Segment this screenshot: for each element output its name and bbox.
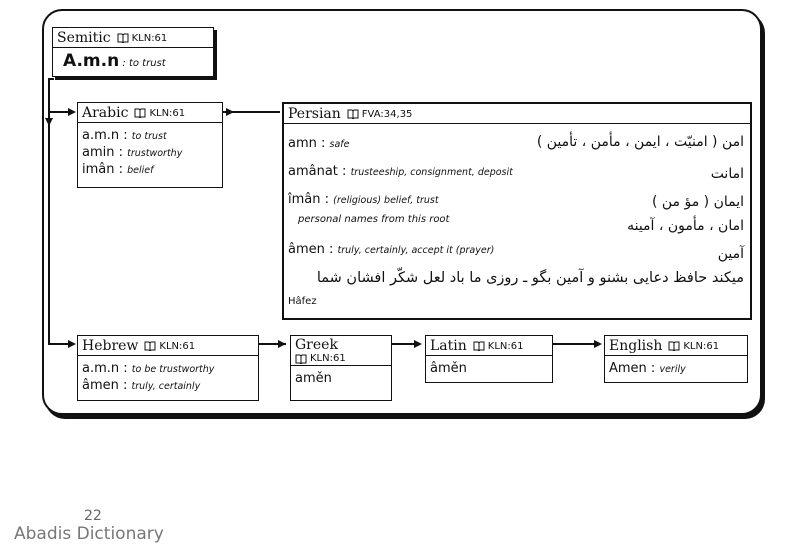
book-icon [295,354,307,364]
english-lang: English [609,338,663,354]
arabic-box [77,102,223,188]
persian-row: âmen : truly, certainly, accept it (prayer) [288,242,495,257]
persian-source: FVA:34,35 [347,109,413,120]
semitic-source: KLN:61 [117,33,168,44]
persian-note: personal names from this root [298,214,450,225]
connector-semitic-down [48,78,54,80]
semitic-box: Semitic KLN:61 A.m.n : to trust [52,27,214,77]
arrow-right-icon [68,340,76,348]
semitic-lang: Semitic [57,30,111,46]
book-icon [117,33,129,43]
latin-box [425,335,553,383]
persian-script: آمين [717,246,744,262]
connector-to-arabic [48,111,68,113]
book-icon [134,108,146,118]
arabic-row: a.m.n : to trust [82,128,167,143]
book-icon [473,341,485,351]
book-icon [347,109,359,119]
greek-lang: Greek [295,337,338,353]
english-row: Amen : verily [609,361,686,376]
arrow-right-icon [594,340,602,348]
persian-verse: ميكند حافظ دعايى بشنو و آمين بگو ـ روزى ما باد لعل شكّر افشان شما [316,270,744,286]
persian-script: امانت [710,166,744,182]
persian-row: amânat : trusteeship, consignment, deposit [288,164,513,179]
hebrew-lang: Hebrew [82,338,139,354]
greek-word: aměn [295,371,332,386]
book-icon [144,341,156,351]
arabic-row: imân : belief [82,162,154,177]
latin-lang: Latin [430,338,467,354]
persian-row: amn : safe [288,136,350,151]
hebrew-row: âmen : truly, certainly [82,378,201,393]
page-number: 22 [84,508,102,524]
persian-lang: Persian [288,106,341,122]
hebrew-box [77,335,259,401]
persian-script: امن ( امنيّت ، ايمن ، مأمن ، تأمين ) [536,134,744,150]
arabic-row: amin : trustworthy [82,145,183,160]
arrow-right-icon [226,108,234,116]
persian-row: îmân : (religious) belief, trust [288,192,439,207]
english-box [604,335,748,383]
persian-box [282,102,752,320]
greek-source: KLN:61 [295,353,387,364]
arabic-lang: Arabic [82,105,129,121]
brand-label: Abadis Dictionary [14,524,164,544]
arrow-down-icon [45,118,53,126]
arrow-right-icon [414,340,422,348]
book-icon [668,341,680,351]
hebrew-row: a.m.n : to be trustworthy [82,361,215,376]
english-source: KLN:61 [668,341,719,352]
semitic-gloss: to trust [128,58,166,69]
persian-poet: Hâfez [288,296,317,307]
latin-source: KLN:61 [473,341,524,352]
hebrew-source: KLN:61 [144,341,195,352]
connector-latin-english [552,343,598,345]
connector-to-hebrew [48,343,68,345]
latin-word: âměn [430,361,467,376]
semitic-root: A.m.n [63,51,120,71]
arrow-right-icon [278,340,286,348]
persian-script: ايمان ( مؤ من ) [651,194,744,210]
persian-script: امان ، مأمون ، آمينه [627,218,744,234]
greek-box [290,335,392,401]
arabic-source: KLN:61 [134,108,185,119]
arrow-right-icon [68,108,76,116]
